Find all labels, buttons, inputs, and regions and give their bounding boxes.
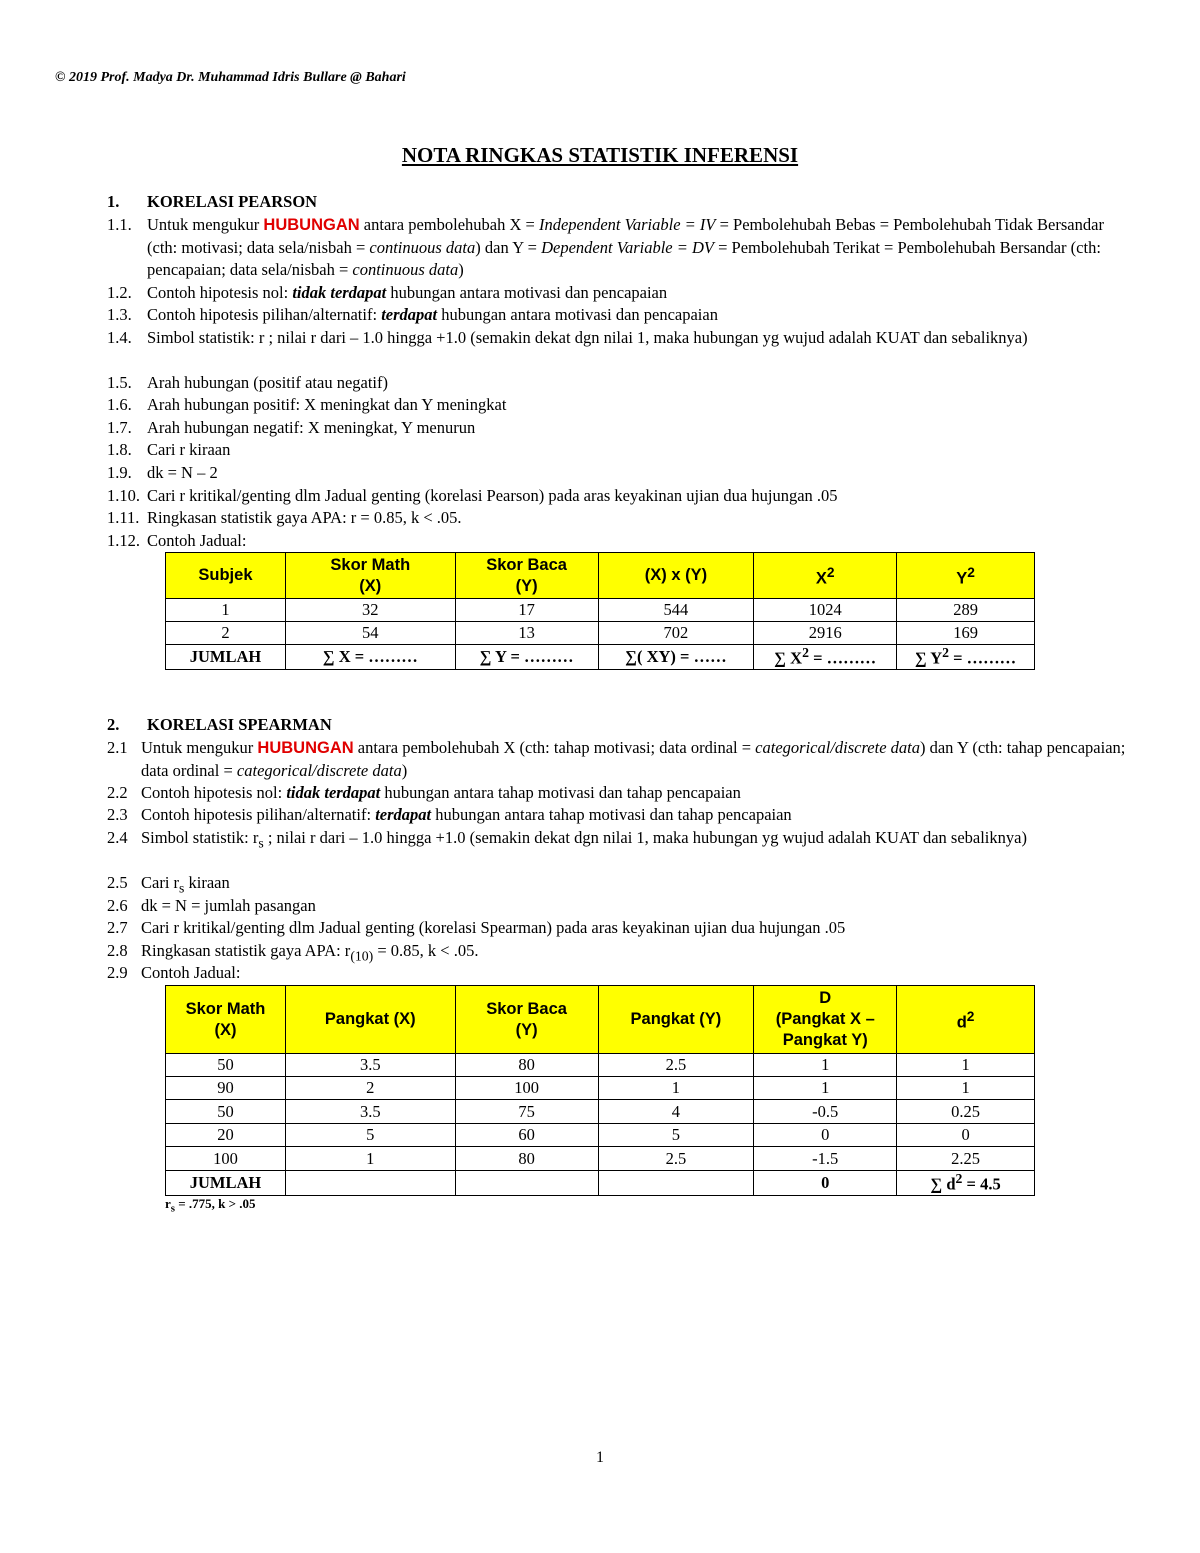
list-item: 1.3. Contoh hipotesis pilihan/alternatif: terdapat hubungan antara motivasi dan pencapaian — [107, 305, 718, 324]
table-row: 2 54 13 702 2916 169 — [166, 622, 1035, 645]
list-item: 2.4 Simbol statistik: $r_s$ ; nilai r dari – 1.0 hingga +1.0 (semakin dekat dgn nilai 1, maka hubungan yg wujud adalah KUAT dan sebaliknya) — [107, 828, 1027, 851]
list-item: 1.4. Simbol statistik: r ; nilai r dari – 1.0 hingga +1.0 (semakin dekat dgn nilai 1, maka hubungan yg wujud adalah KUAT dan sebaliknya) — [107, 328, 1028, 347]
table-header-row: Subjek Skor Math (X) Skor Baca (Y) (X) x (Y) $X^2$ $Y^2$ — [166, 553, 1035, 599]
list-item: 1.12. Contoh Jadual: — [107, 531, 247, 550]
highlight-term: HUBUNGAN — [257, 739, 354, 757]
list-item: 2.5 Cari $r_s$ kiraan — [107, 873, 230, 896]
list-item: 2.1 Untuk mengukur HUBUNGAN antara pembolehubah X (cth: tahap motivasi; data ordinal = categorical/discrete data) dan Y (cth: tahap pencapaian; data ordinal = categorical/discrete data) — [107, 738, 1126, 780]
list-item: 1.11. Ringkasan statistik gaya APA: r = 0.85, k < .05. — [107, 508, 462, 527]
table-row: 20 5 60 5 0 0 — [166, 1124, 1035, 1147]
table-total-row: JUMLAH 0 ∑ $d^2 = 4.5$ — [166, 1171, 1035, 1196]
list-item: 1.6. Arah hubungan positif: X meningkat dan Y meningkat — [107, 395, 507, 414]
page-number: 1 — [596, 1449, 604, 1466]
pearson-table — [165, 552, 1035, 670]
highlight-term: HUBUNGAN — [263, 216, 360, 234]
spearman-table — [165, 985, 1035, 1196]
section-heading-spearman: 2. KORELASI SPEARMAN — [107, 715, 332, 734]
list-item: 2.9 Contoh Jadual: — [107, 963, 241, 982]
table-row: 1 32 17 544 1024 289 — [166, 599, 1035, 622]
copyright-note: © 2019 Prof. Madya Dr. Muhammad Idris Bullare @ Bahari — [55, 70, 406, 85]
spearman-result-note: $r_s = .775$, k > .05 — [165, 1196, 256, 1215]
list-item: 2.8 Ringkasan statistik gaya APA: $r_{(10)} = 0.85$, k < .05. — [107, 941, 479, 964]
list-item: 1.2. Contoh hipotesis nol: tidak terdapat hubungan antara motivasi dan pencapaian — [107, 283, 668, 302]
list-item: 2.7 Cari r kritikal/genting dlm Jadual genting (korelasi Spearman) pada aras keyakinan ujian dua hujungan .05 — [107, 918, 846, 937]
list-item: 1.8. Cari r kiraan — [107, 440, 231, 459]
table-total-row: JUMLAH ∑ X = ……… ∑ Y = ……… ∑( XY) = …… ∑ $X^2$ = ……… ∑ $Y^2$ = ……… — [166, 645, 1035, 670]
list-item: 1.10. Cari r kritikal/genting dlm Jadual genting (korelasi Pearson) pada aras keyakinan ujian dua hujungan .05 — [107, 486, 838, 505]
list-item: 1.1. Untuk mengukur HUBUNGAN antara pembolehubah X = Independent Variable = IV = Pembolehubah Bebas = Pembolehubah Tidak Bersandar (cth: motivasi; data sela/nisbah = continuous data) dan Y = Dependent Variable = DV = Pembolehubah Terikat = Pembolehubah Bersandar (cth: pencapaian; data sela/nisbah = continuous data) — [107, 215, 1104, 280]
table-row: 90 2 100 1 1 1 — [166, 1077, 1035, 1100]
list-item: 2.6 dk = N = jumlah pasangan — [107, 896, 316, 915]
table-row: 50 3.5 75 4 -0.5 0.25 — [166, 1100, 1035, 1124]
list-item: 2.3 Contoh hipotesis pilihan/alternatif: terdapat hubungan antara tahap motivasi dan tahap pencapaian — [107, 805, 792, 824]
page-title: NOTA RINGKAS STATISTIK INFERENSI — [401, 143, 799, 167]
table-header-row: Skor Math (X) Pangkat (X) Skor Baca (Y) Pangkat (Y) D (Pangkat X – Pangkat Y) $d^2$ — [166, 986, 1035, 1054]
list-item: 1.9. dk = N – 2 — [107, 463, 218, 482]
list-item: 1.5. Arah hubungan (positif atau negatif) — [107, 373, 389, 392]
section-heading-pearson: 1. KORELASI PEARSON — [107, 192, 318, 211]
table-row: 100 1 80 2.5 -1.5 2.25 — [166, 1147, 1035, 1171]
list-item: 2.2 Contoh hipotesis nol: tidak terdapat hubungan antara tahap motivasi dan tahap pencapaian — [107, 783, 741, 802]
table-row: 50 3.5 80 2.5 1 1 — [166, 1054, 1035, 1077]
list-item: 1.7. Arah hubungan negatif: X meningkat, Y menurun — [107, 418, 476, 437]
